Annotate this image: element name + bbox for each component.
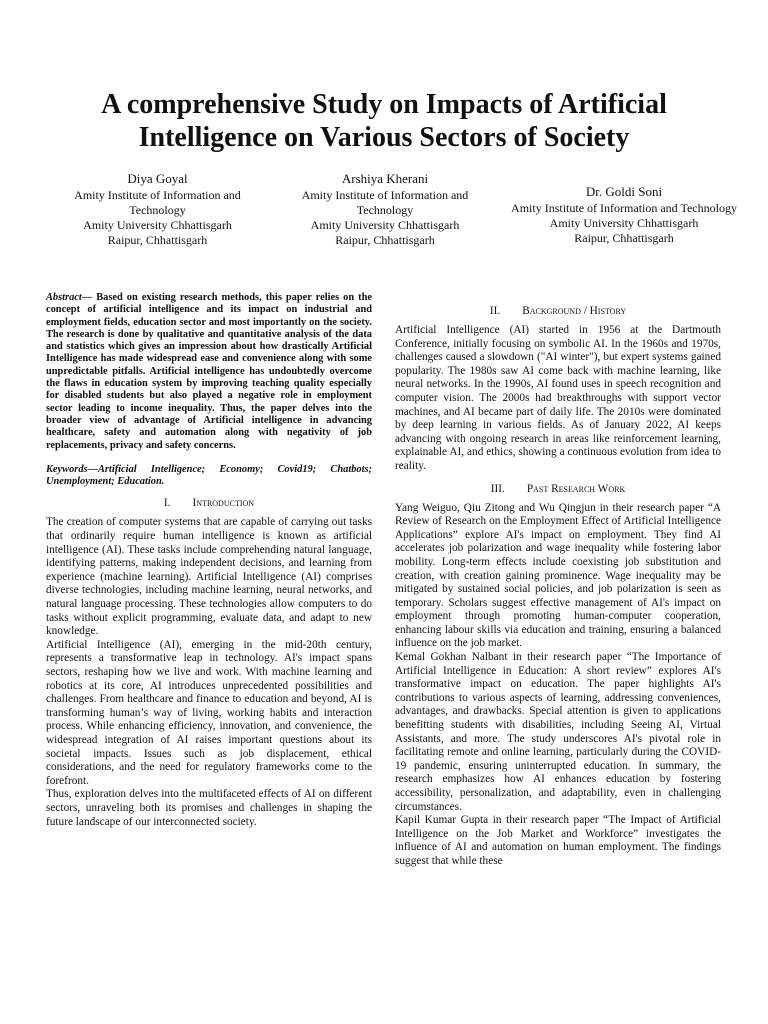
author-name: Diya Goyal: [127, 171, 188, 186]
author-name: Arshiya Kherani: [341, 171, 429, 186]
paragraph: Artificial Intelligence (AI), emerging in the mid-20th century, represents a transformative leap in technology. AI's impact spans sectors, reshaping how we live and work. With machine learning and robotics at its core, AI introduces unprecedented possibilities and challenges. From healthcare and finance to education and beyond, AI is transforming human’s way of living, working habits and interaction process. While enhancing efficiency, innovation, and convenience, the widespread integration of AI raises important questions about its societal impacts. Issues such as job displacement, ethical considerations, and the need for regulatory frameworks come to the forefront.: [46, 638, 372, 787]
section-number: I.: [163, 497, 171, 510]
author-affiliation: Amity Institute of Information and Technology: [511, 201, 737, 215]
author-university: Amity University Chhattisgarh: [310, 218, 460, 232]
paper-title: A comprehensive Study on Impacts of Artificial Intelligence on Various Sectors of Society: [101, 89, 667, 153]
paragraph: Artificial Intelligence (AI) started in 1956 at the Dartmouth Conference, initially focusing on symbolic AI. In the 1960s and 1970s, challenges caused a slowdown ("AI winter"), but expert systems gained popularity. The 1980s saw AI come back with machine learning, like neural networks. In the 1990s, AI found uses in speech recognition and computer vision. The 2000s had breakthroughs with support vector machines, and AI became part of daily life. The 2010s were dominated by deep learning in various fields. As of January 2022, AI keeps advancing with ongoing research in areas like reinforcement learning, explainable AI, and ethics, showing a continuous evolution from idea to reality.: [395, 324, 721, 472]
author-affiliation: Amity Institute of Information and Technology: [74, 188, 241, 217]
section-title: Past Research Work: [526, 482, 626, 495]
author-university: Amity University Chhattisgarh: [549, 216, 699, 230]
keywords: Keywords—Artificial Intelligence; Economy; Covid19; Chatbots; Unemployment; Education.: [46, 463, 372, 488]
author-location: Raipur, Chhattisgarh: [107, 233, 208, 247]
author-name: Dr. Goldi Soni: [585, 184, 663, 199]
left-column: [46, 292, 372, 829]
right-column: [395, 292, 721, 869]
section-heading-past-research: [395, 482, 721, 496]
paragraph: Kapil Kumar Gupta in their research paper “The Impact of Artificial Intelligence on the Job Market and Workforce” investigates the influence of AI and automation on human employment. The findings suggest that while these: [395, 814, 721, 867]
section-heading-introduction: [46, 496, 372, 510]
author-affiliation: Amity Institute of Information and Technology: [301, 188, 469, 217]
abstract-text: Based on existing research methods, this paper relies on the concept of artificial intelligence and its impact on industrial and employment fields, education sector and most importantly on the society. The research is done by qualitative and quantitative analysis of the data and statistics which gives an impression about how drastically Artificial Intelligence has made widespread ease and convenience along with some unpredictable pitfalls. Artificial intelligence has undoubtedly overcome the flaws in education system by improving teaching quality especially for disabled students but also played a negative role in employment sector leading to income inequality. Thus, the paper delves into the broader view of advantage of Artificial intelligence in advancing healthcare, safety and automation along with negativity of job replacements, privacy and safety concerns.: [46, 292, 372, 451]
paragraph: The creation of computer systems that are capable of carrying out tasks that ordinarily require human intelligence is known as artificial intelligence (AI). These tasks include comprehending natural language, identifying patterns, making independent decisions, and learning from experience (machine learning). Artificial Intelligence (AI) comprises diverse technologies, including machine learning, neural networks, and natural language processing. These technologies allow computers to do tasks without explicit programming, evaluate data, and adapt to new knowledge.: [46, 516, 372, 638]
paragraph: Kemal Gokhan Nalbant in their research paper “The Importance of Artificial Intelligence in Education: A short review” explores AI's transformative impact on education. The paper highlights AI's contributions to various aspects of learning, addressing conveniences, advantages, and drawbacks. Special attention is given to applications benefitting students with disabilities, including Seeing AI, Virtual Assistants, and more. The study underscores AI's pivotal role in facilitating remote and online learning, particularly during the COVID-19 pandemic, ensuring uninterrupted education. In summary, the research emphasizes how AI enhances education by fostering accessibility, personalization, and adaptability, even in challenging circumstances.: [395, 651, 721, 813]
author-block-3: [510, 183, 738, 246]
author-block-2: [275, 170, 495, 248]
abstract: [46, 292, 372, 452]
paragraph: Thus, exploration delves into the multifaceted effects of AI on different sectors, unraveling both its promises and challenges in shaping the future landscape of our interconnected society.: [46, 788, 372, 828]
section-title: Background / History: [522, 305, 627, 317]
author-location: Raipur, Chhattisgarh: [574, 231, 674, 245]
author-block-1: [45, 170, 270, 248]
abstract-lead: Abstract—: [46, 292, 93, 303]
section-number: III.: [490, 482, 505, 495]
section-heading-background: [395, 304, 721, 318]
author-location: Raipur, Chhattisgarh: [335, 233, 435, 247]
section-number: II.: [489, 305, 501, 317]
author-university: Amity University Chhattisgarh: [83, 218, 232, 232]
section-title: Introduction: [192, 497, 255, 510]
paragraph: Yang Weiguo, Qiu Zitong and Wu Qingjun in their research paper “A Review of Research on the Employment Effect of Artificial Intelligence Applications” explore AI's impact on employment. They find AI accelerates job polarization and wage inequality while fostering labor mobility. Long-term effects include coexisting job substitution and creation, with creation gaining prominence. Wage inequality may be mitigated by sustained social policies, and job polarization is seen as temporary. Scholars suggest effective management of AI's impact on employment through promoting human-computer cooperation, enhancing labour skills via education and training, ensuring a balanced influence on the job market.: [395, 501, 721, 650]
